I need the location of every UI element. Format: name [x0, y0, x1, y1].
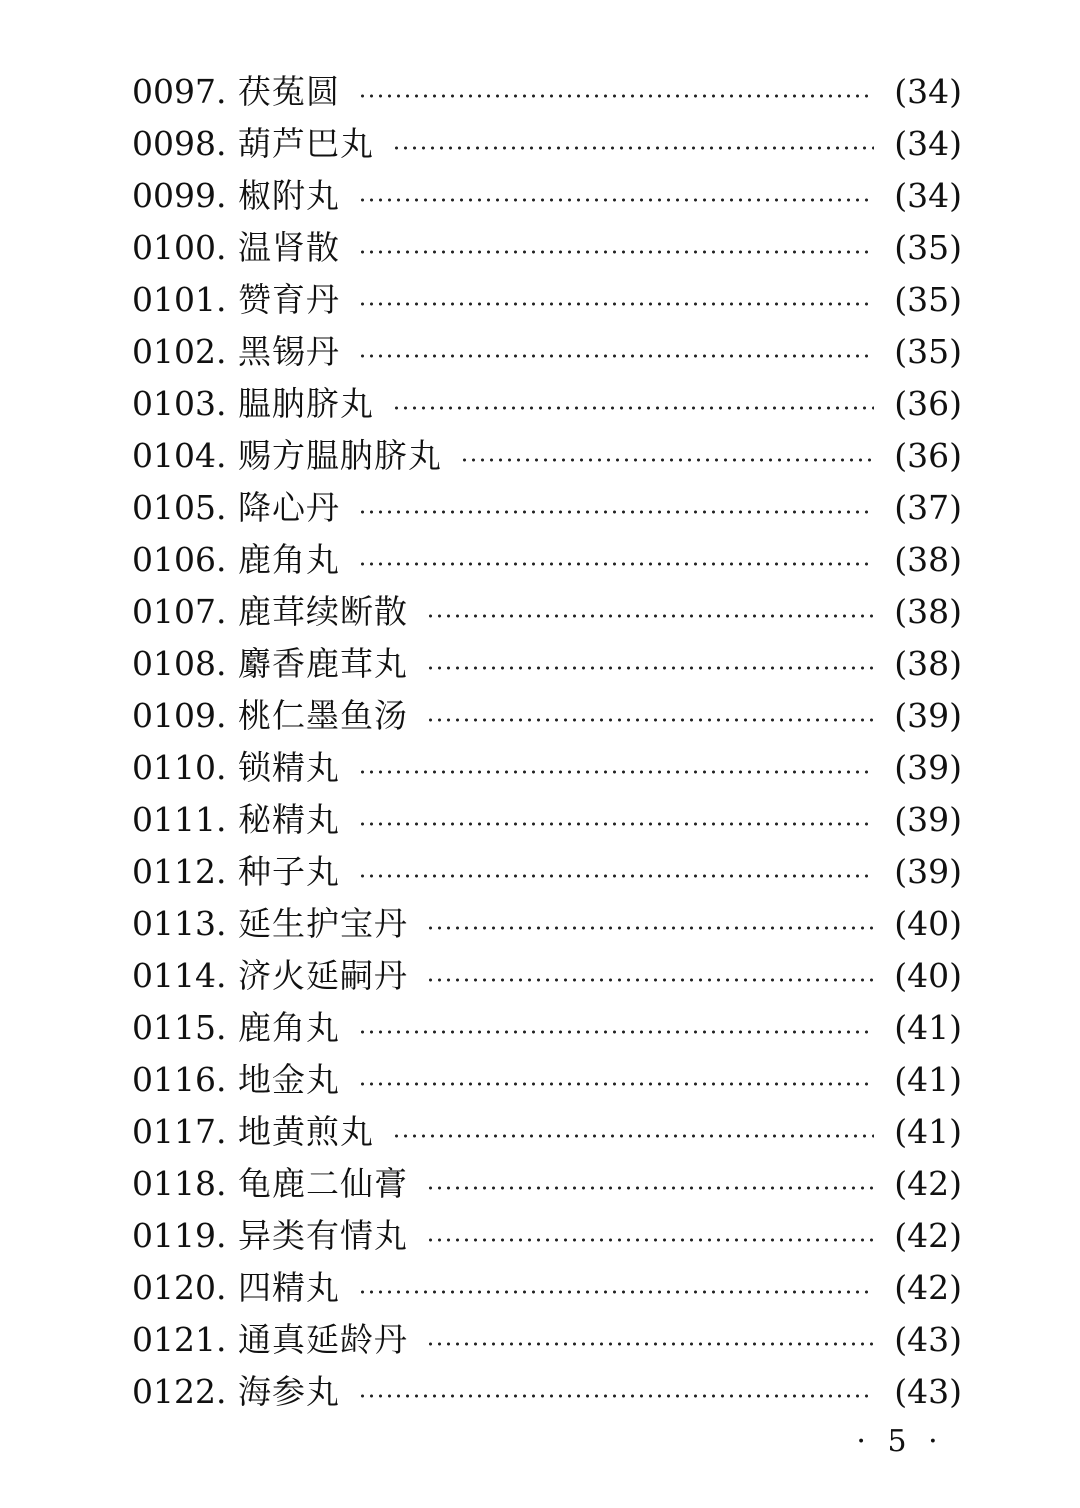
- toc-entry: [132, 638, 962, 690]
- entry-page-reference: (39): [894, 800, 962, 839]
- entry-page-reference: (36): [894, 384, 962, 423]
- entry-page-reference: (34): [894, 72, 962, 111]
- toc-entry: [132, 586, 962, 638]
- entry-title: 赐方腽肭脐丸: [238, 436, 442, 475]
- dot-leader: [358, 562, 874, 566]
- toc-entry: [132, 1314, 962, 1366]
- entry-title: 锁精丸: [238, 748, 340, 787]
- entry-number: 0116.: [132, 1060, 227, 1099]
- table-of-contents: [132, 66, 962, 1418]
- entry-page-reference: (38): [894, 644, 962, 683]
- entry-number: 0104.: [132, 436, 227, 475]
- toc-entry: [132, 378, 962, 430]
- entry-page-reference: (35): [894, 280, 962, 319]
- dot-leader: [358, 354, 874, 358]
- entry-title: 地黄煎丸: [238, 1112, 374, 1151]
- toc-entry: [132, 898, 962, 950]
- entry-number: 0117.: [132, 1112, 227, 1151]
- entry-number: 0119.: [132, 1216, 227, 1255]
- entry-page-reference: (37): [894, 488, 962, 527]
- entry-title: 种子丸: [238, 852, 340, 891]
- dot-leader: [358, 1290, 874, 1294]
- entry-title: 鹿角丸: [238, 1008, 340, 1047]
- toc-entry: [132, 1366, 962, 1418]
- dot-leader: [358, 198, 874, 202]
- entry-page-reference: (40): [894, 904, 962, 943]
- entry-title: 龟鹿二仙膏: [238, 1164, 408, 1203]
- toc-entry: [132, 534, 962, 586]
- entry-number: 0108.: [132, 644, 227, 683]
- dot-leader: [358, 1030, 874, 1034]
- dot-leader: [426, 1342, 874, 1346]
- entry-title: 麝香鹿茸丸: [238, 644, 408, 683]
- dot-leader: [426, 614, 874, 618]
- entry-title: 四精丸: [238, 1268, 340, 1307]
- entry-number: 0120.: [132, 1268, 227, 1307]
- dot-leader: [358, 302, 874, 306]
- entry-page-reference: (38): [894, 592, 962, 631]
- dot-leader: [426, 1238, 874, 1242]
- dot-leader: [358, 250, 874, 254]
- entry-page-reference: (36): [894, 436, 962, 475]
- entry-title: 赞育丹: [238, 280, 340, 319]
- entry-title: 鹿角丸: [238, 540, 340, 579]
- entry-page-reference: (38): [894, 540, 962, 579]
- entry-page-reference: (43): [894, 1320, 962, 1359]
- toc-entry: [132, 170, 962, 222]
- entry-number: 0109.: [132, 696, 227, 735]
- entry-title: 鹿茸续断散: [238, 592, 408, 631]
- entry-page-reference: (39): [894, 696, 962, 735]
- toc-entry: [132, 794, 962, 846]
- entry-number: 0099.: [132, 176, 227, 215]
- entry-number: 0122.: [132, 1372, 227, 1411]
- entry-number: 0098.: [132, 124, 227, 163]
- entry-number: 0113.: [132, 904, 227, 943]
- dot-leader: [358, 1394, 874, 1398]
- toc-entry: [132, 1106, 962, 1158]
- entry-number: 0105.: [132, 488, 227, 527]
- dot-leader: [392, 1134, 874, 1138]
- toc-entry: [132, 66, 962, 118]
- dot-leader: [392, 406, 874, 410]
- entry-number: 0097.: [132, 72, 227, 111]
- entry-title: 海参丸: [238, 1372, 340, 1411]
- toc-entry: [132, 430, 962, 482]
- dot-leader: [358, 1082, 874, 1086]
- entry-title: 地金丸: [238, 1060, 340, 1099]
- toc-entry: [132, 482, 962, 534]
- dot-leader: [426, 1186, 874, 1190]
- entry-number: 0101.: [132, 280, 227, 319]
- entry-page-reference: (39): [894, 748, 962, 787]
- toc-entry: [132, 1210, 962, 1262]
- dot-leader: [392, 146, 874, 150]
- entry-number: 0102.: [132, 332, 227, 371]
- dot-leader: [358, 822, 874, 826]
- entry-title: 椒附丸: [238, 176, 340, 215]
- entry-page-reference: (34): [894, 176, 962, 215]
- entry-number: 0121.: [132, 1320, 227, 1359]
- dot-leader: [426, 978, 874, 982]
- entry-page-reference: (41): [894, 1008, 962, 1047]
- toc-entry: [132, 1054, 962, 1106]
- toc-entry: [132, 222, 962, 274]
- entry-title: 腽肭脐丸: [238, 384, 374, 423]
- entry-title: 温肾散: [238, 228, 340, 267]
- entry-number: 0112.: [132, 852, 227, 891]
- dot-leader: [460, 458, 874, 462]
- entry-page-reference: (43): [894, 1372, 962, 1411]
- toc-entry: [132, 846, 962, 898]
- toc-entry: [132, 742, 962, 794]
- dot-leader: [358, 874, 874, 878]
- toc-entry: [132, 118, 962, 170]
- entry-title: 异类有情丸: [238, 1216, 408, 1255]
- entry-number: 0110.: [132, 748, 227, 787]
- toc-entry: [132, 1002, 962, 1054]
- toc-entry: [132, 1262, 962, 1314]
- entry-page-reference: (42): [894, 1216, 962, 1255]
- entry-title: 延生护宝丹: [238, 904, 408, 943]
- entry-page-reference: (42): [894, 1164, 962, 1203]
- entry-page-reference: (35): [894, 332, 962, 371]
- dot-leader: [426, 666, 874, 670]
- entry-title: 茯菟圆: [238, 72, 340, 111]
- entry-page-reference: (39): [894, 852, 962, 891]
- toc-entry: [132, 1158, 962, 1210]
- entry-page-reference: (35): [894, 228, 962, 267]
- dot-leader: [426, 926, 874, 930]
- toc-entry: [132, 950, 962, 1002]
- entry-number: 0114.: [132, 956, 227, 995]
- entry-title: 桃仁墨鱼汤: [238, 696, 408, 735]
- entry-title: 葫芦巴丸: [238, 124, 374, 163]
- entry-page-reference: (34): [894, 124, 962, 163]
- entry-number: 0106.: [132, 540, 227, 579]
- entry-number: 0115.: [132, 1008, 227, 1047]
- toc-entry: [132, 326, 962, 378]
- dot-leader: [358, 770, 874, 774]
- entry-page-reference: (41): [894, 1060, 962, 1099]
- toc-entry: [132, 274, 962, 326]
- entry-number: 0111.: [132, 800, 227, 839]
- entry-page-reference: (42): [894, 1268, 962, 1307]
- entry-title: 济火延嗣丹: [238, 956, 408, 995]
- dot-leader: [358, 510, 874, 514]
- entry-number: 0107.: [132, 592, 227, 631]
- entry-page-reference: (40): [894, 956, 962, 995]
- toc-entry: [132, 690, 962, 742]
- page-number: · 5 ·: [856, 1424, 944, 1459]
- entry-number: 0118.: [132, 1164, 227, 1203]
- entry-title: 降心丹: [238, 488, 340, 527]
- entry-title: 黑锡丹: [238, 332, 340, 371]
- entry-title: 秘精丸: [238, 800, 340, 839]
- dot-leader: [426, 718, 874, 722]
- entry-number: 0103.: [132, 384, 227, 423]
- entry-page-reference: (41): [894, 1112, 962, 1151]
- entry-number: 0100.: [132, 228, 227, 267]
- dot-leader: [358, 94, 874, 98]
- entry-title: 通真延龄丹: [238, 1320, 408, 1359]
